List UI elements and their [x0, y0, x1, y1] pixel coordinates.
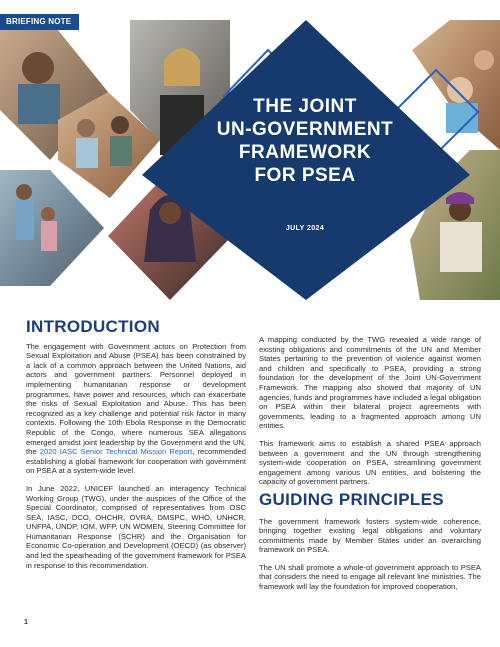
intro-p1-text-end: , recommended establishing a global framework for cooperation with government on PSEA at a system-wide level.: [26, 447, 247, 476]
iasc-report-link[interactable]: 2020 IASC Senior Technical Mission Report: [39, 447, 193, 457]
principles-paragraph-1: The government framework fosters system-wide coherence, bringing together existing legal obligations and voluntary commitments made by Member States under an overarching framework on PSEA.: [259, 516, 481, 555]
principles-paragraph-2: The UN shall promote a whole-of government approach to PSEA that considers the need to engage all relevant line ministries. The framework will lay the foundation for improved cooperation,: [259, 562, 481, 592]
hero-title-line-4: FOR PSEA: [254, 165, 356, 186]
briefing-note-badge: BRIEFING NOTE: [0, 14, 79, 30]
page-number: 1: [24, 619, 28, 626]
mapping-paragraph: A mapping conducted by the TWG revealed a wide range of existing obligations and commitments of the UN and Member States pertaining to the prevention of violence against women and children and specifically to PSEA, providing a strong foundation for the development of the Joint UN-Government Framework. The mapping also showed that majority of UN agencies, funds and programmes have included a legal obligation on PSEA within their bilateral project agreements with governments, leading to a fragmented approach among UN entities.: [259, 335, 481, 431]
cover-banner: [0, 0, 500, 305]
intro-p1-text: The engagement with Government actors on Protection from Sexual Exploitation and Abuse (PSEA) has been constrained by a lack of a common approach between the United Nations, aid actors and government partners. Personnel deployed in implementing humanitarian response or development programmes, have power and resources, which can exacerbate the risks of Sexual Exploitation and Abuse. This has been recognized as a key challenge and potential risk factor in many contexts. Following the 10th Ebola Response in the Democratic Republic of the Congo, where numerous SEA allegations emerged amidst joint leadership by the Government and the UN, the: [26, 341, 246, 457]
introduction-heading: INTRODUCTION: [26, 317, 160, 336]
hero-title-line-3: FRAMEWORK: [238, 142, 372, 163]
hero-title-line-2: UN-GOVERNMENT: [216, 119, 394, 140]
hero-title: [205, 95, 405, 187]
hero-title-line-1: THE JOINT: [253, 96, 357, 117]
right-column: [259, 335, 481, 600]
framework-aim-paragraph: This framework aims to establish a shared PSEA approach between a government and the UN through strengthening system-wide cooperation on PSEA, streamlining government engagement among various UN entities, and bolstering the capacity of government partners.: [259, 438, 481, 487]
intro-paragraph-2: In June 2022, UNICEF launched an interagency Technical Working Group (TWG), under the auspices of the Office of the Special Coordinator, comprised of representatives from OSC SEA, IASC, DCO, OHCHR, OVRA, DMSPC, WHO, UNHCR, UNFPA, UNDP, IOM, WFP, UN WOMEN, Steering Committee for Humanitarian Response (SCHR) and the Organisation for Economic Co-operation and Development (OECD) (as observer) and led the spearheading of the government framework for PSEA in response to this recommendation.: [26, 483, 246, 570]
publication-date: JULY 2024: [285, 225, 325, 232]
hero-text-block: [205, 95, 405, 232]
intro-paragraph-1: [26, 342, 246, 476]
left-column: [26, 317, 247, 578]
guiding-principles-heading: GUIDING PRINCIPLES: [259, 489, 444, 509]
